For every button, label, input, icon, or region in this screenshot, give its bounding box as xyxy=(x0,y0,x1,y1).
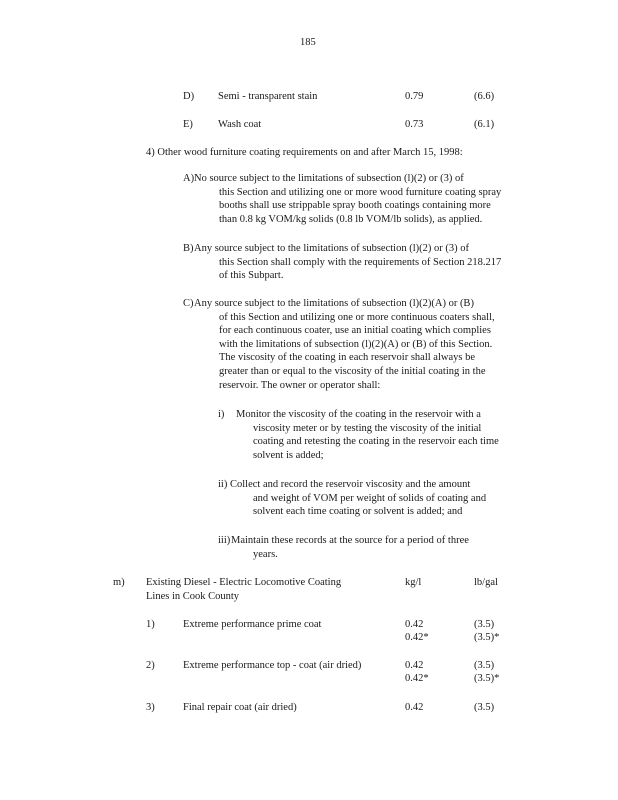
paragraph-line: this Section and utilizing one or more wood furniture coating spray xyxy=(219,186,502,198)
section-title-line2: Lines in Cook County xyxy=(146,591,240,602)
paragraph-line: viscosity meter or by testing the viscosity of the initial xyxy=(253,422,482,434)
unit-header-lb-gal: lb/gal xyxy=(474,577,498,588)
item-text: Semi - transparent stain xyxy=(218,91,318,102)
value-lb-gal: (6.6) xyxy=(474,91,495,102)
value-lb-gal-alt: (3.5)* xyxy=(474,673,500,684)
paragraph-line: for each continuous coater, use an initial coating which complies xyxy=(219,325,491,337)
paragraph-line: Collect and record the reservoir viscosity and the amount xyxy=(230,479,471,490)
unit-header-kg-l: kg/l xyxy=(405,577,422,588)
value-lb-gal-alt: (3.5)* xyxy=(474,632,500,643)
value-lb-gal: (3.5) xyxy=(474,660,495,671)
paragraph-b xyxy=(194,242,501,283)
row-label: 2) xyxy=(146,660,155,671)
value-kg-l-alt: 0.42* xyxy=(405,673,429,684)
paragraph-line: coating and retesting the coating in the reservoir each time xyxy=(253,436,499,448)
paragraph-label: B) xyxy=(183,243,194,254)
paragraph-line: The viscosity of the coating in each reservoir shall always be xyxy=(219,352,475,364)
paragraph-line: this Section shall comply with the requirements of Section 218.217 xyxy=(219,256,502,268)
value-kg-l: 0.42 xyxy=(405,660,424,671)
page-number: 185 xyxy=(300,37,316,48)
subparagraph-iii xyxy=(228,534,469,561)
section-heading-other-requirements: 4) Other wood furniture coating requirements on and after March 15, 1998: xyxy=(146,147,463,158)
value-kg-l-alt: 0.42* xyxy=(405,632,429,643)
paragraph-label: A) xyxy=(183,173,195,184)
paragraph-line: No source subject to the limitations of subsection (l)(2) or (3) of xyxy=(194,173,464,184)
row-text: Extreme performance prime coat xyxy=(183,619,322,630)
paragraph-c xyxy=(194,297,495,392)
section-title: Existing Diesel - Electric Locomotive Coating xyxy=(146,577,342,588)
row-label: 3) xyxy=(146,702,155,713)
subparagraph-label: ii) xyxy=(218,479,228,490)
value-kg-l: 0.73 xyxy=(405,119,424,130)
paragraph-line: years. xyxy=(253,548,278,560)
subparagraph-label: iii) xyxy=(218,535,231,546)
subparagraph-i xyxy=(228,408,499,462)
paragraph-line: and weight of VOM per weight of solids of coating and xyxy=(253,492,487,504)
paragraph-line: Monitor the viscosity of the coating in the reservoir with a xyxy=(236,409,481,420)
paragraph-line: Maintain these records at the source for a period of three xyxy=(231,535,469,546)
paragraph-label: C) xyxy=(183,298,194,309)
paragraph-line: of this Section and utilizing one or more continuous coaters shall, xyxy=(219,311,495,323)
row-text: Final repair coat (air dried) xyxy=(183,702,297,713)
value-kg-l: 0.42 xyxy=(405,619,424,630)
paragraph-line: of this Subpart. xyxy=(219,270,284,282)
paragraph-line: booths shall use strippable spray booth coatings containing more xyxy=(219,200,491,212)
value-lb-gal: (3.5) xyxy=(474,702,495,713)
value-lb-gal: (3.5) xyxy=(474,619,495,630)
section-label-m: m) xyxy=(113,577,125,588)
paragraph-line: solvent is added; xyxy=(253,449,324,461)
paragraph-line: solvent each time coating or solvent is added; and xyxy=(253,506,463,518)
subparagraph-label: i) xyxy=(218,409,225,420)
item-label: D) xyxy=(183,91,195,102)
subparagraph-ii xyxy=(228,478,486,519)
paragraph-a xyxy=(194,172,501,226)
row-label: 1) xyxy=(146,619,155,630)
paragraph-line: than 0.8 kg VOM/kg solids (0.8 lb VOM/lb solids), as applied. xyxy=(219,213,483,225)
paragraph-line: reservoir. The owner or operator shall: xyxy=(219,379,381,391)
row-text: Extreme performance top - coat (air dried) xyxy=(183,660,362,671)
paragraph-line: greater than or equal to the viscosity of the initial coating in the xyxy=(219,365,486,377)
paragraph-line: Any source subject to the limitations of subsection (l)(2) or (3) of xyxy=(194,243,469,254)
item-text: Wash coat xyxy=(218,119,262,130)
paragraph-line: Any source subject to the limitations of subsection (l)(2)(A) or (B) xyxy=(194,298,474,309)
value-kg-l: 0.42 xyxy=(405,702,424,713)
paragraph-line: with the limitations of subsection (l)(2)(A) or (B) of this Section. xyxy=(219,338,493,350)
value-kg-l: 0.79 xyxy=(405,91,424,102)
item-label: E) xyxy=(183,119,193,130)
value-lb-gal: (6.1) xyxy=(474,119,495,130)
